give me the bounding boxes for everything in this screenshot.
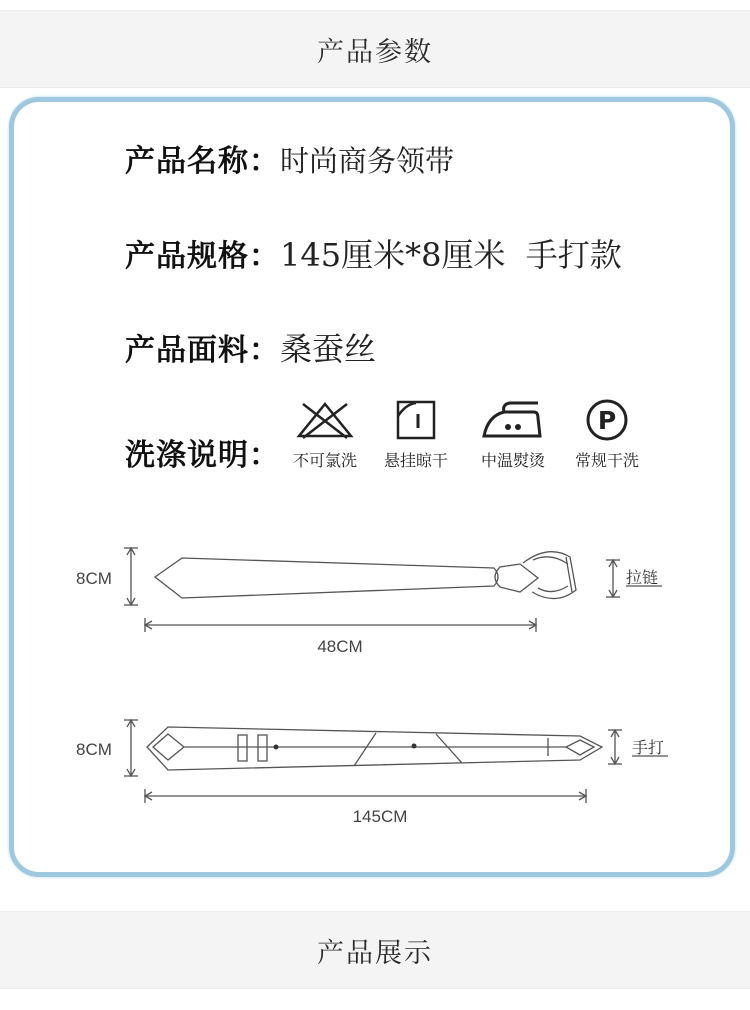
care-label: 悬挂晾干 <box>383 451 448 470</box>
param-label: 洗涤说明： <box>125 438 280 473</box>
type-tag: 手打 <box>632 738 665 757</box>
height-label: 8CM <box>76 740 112 759</box>
type-tag: 拉链 <box>626 568 659 587</box>
param-row-wash <box>125 430 280 474</box>
param-row-material <box>125 324 376 370</box>
care-item <box>283 398 367 471</box>
section-title: 产品展示 <box>317 937 433 969</box>
param-label: 产品名称： <box>125 144 280 179</box>
care-label: 常规干洗 <box>574 451 639 470</box>
care-item <box>471 398 555 471</box>
length-label: 48CM <box>317 637 363 656</box>
length-label: 145CM <box>352 807 408 826</box>
param-value: 145厘米*8厘米 手打款 <box>280 236 622 274</box>
dry-clean-p-icon <box>575 398 639 442</box>
param-value: 时尚商务领带 <box>280 144 455 178</box>
care-item <box>565 398 649 471</box>
svg-text:P: P <box>597 406 617 435</box>
param-row-name <box>125 136 454 180</box>
hand-tie-diagram <box>0 700 750 840</box>
param-label: 产品面料： <box>125 333 280 368</box>
param-label: 产品规格： <box>125 239 280 274</box>
height-label: 8CM <box>76 569 112 588</box>
zipper-tie-diagram <box>0 530 750 670</box>
param-value: 桑蚕丝 <box>280 330 377 368</box>
care-item <box>374 398 458 471</box>
param-row-spec <box>125 230 622 276</box>
care-label: 不可氯洗 <box>292 451 357 470</box>
hang-dry-icon <box>384 398 448 442</box>
section-title: 产品参数 <box>317 36 433 68</box>
iron-medium-icon <box>478 398 548 442</box>
care-label: 中温熨烫 <box>480 451 545 470</box>
section-header <box>0 911 750 989</box>
no-bleach-icon <box>293 398 357 442</box>
section-header <box>0 10 750 88</box>
